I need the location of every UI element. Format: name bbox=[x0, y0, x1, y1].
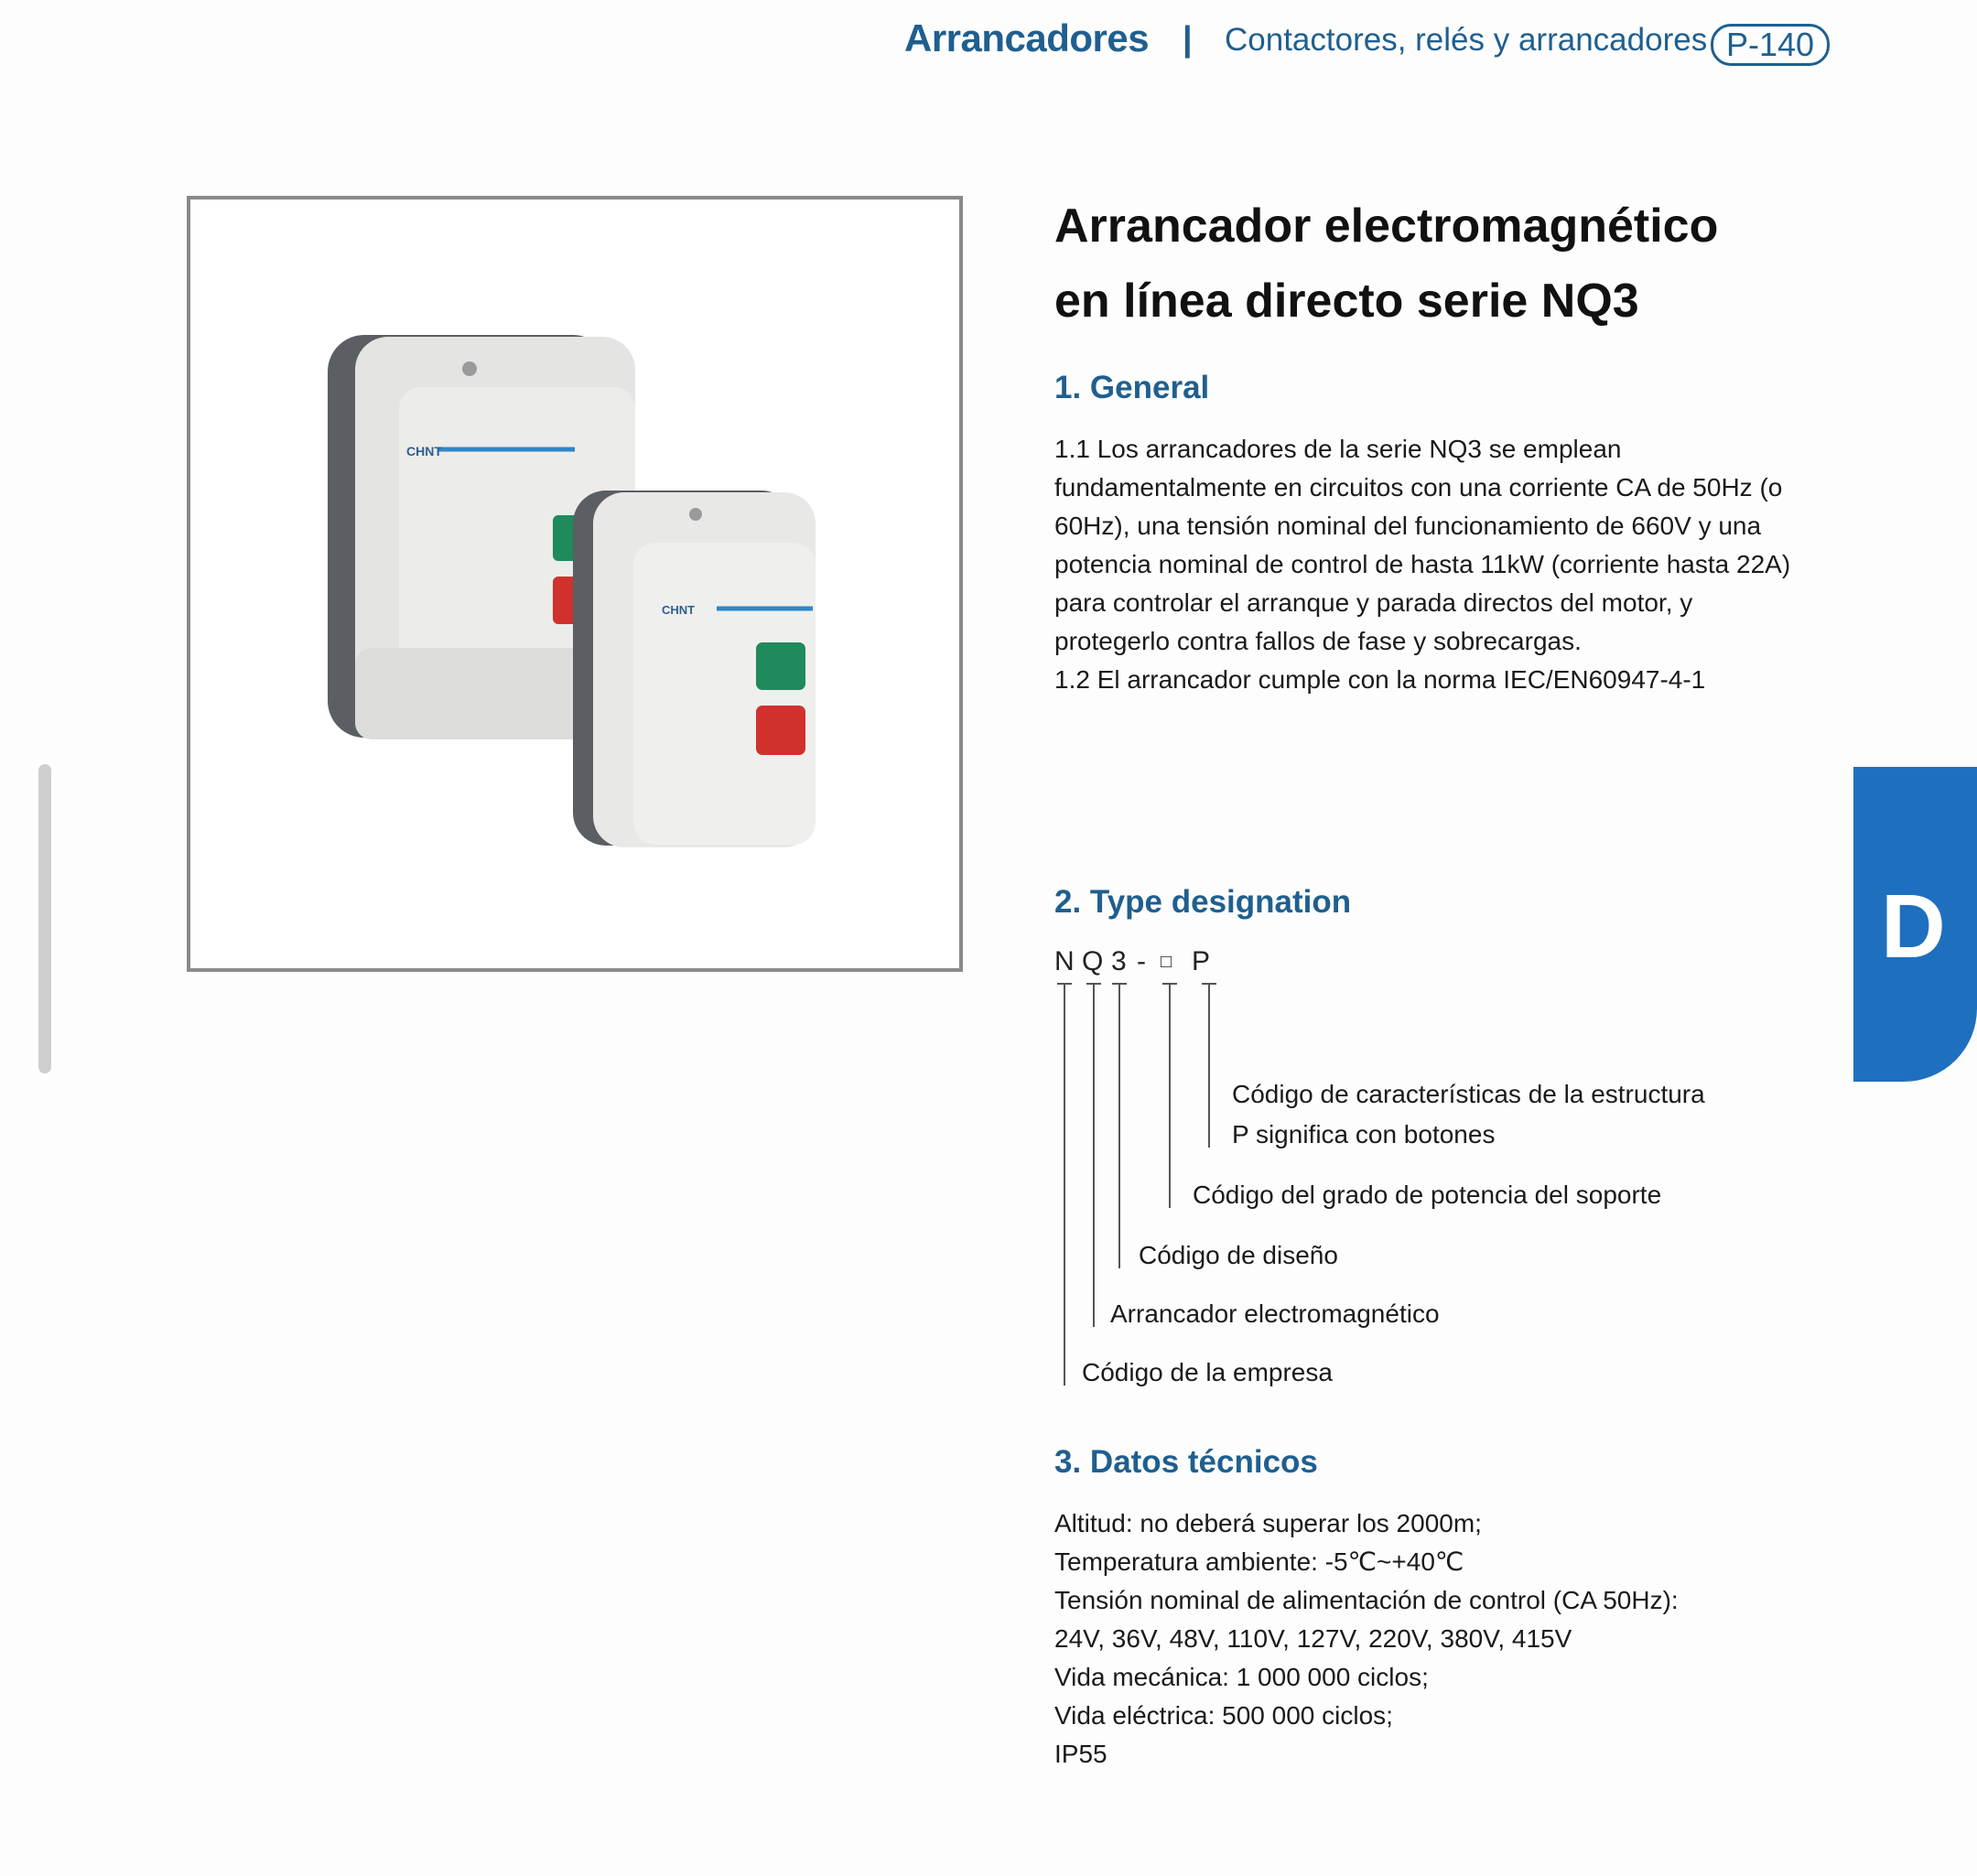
general-text bbox=[1054, 430, 1878, 699]
line-starter bbox=[1093, 983, 1095, 1327]
scrollbar-thumb[interactable] bbox=[38, 764, 51, 1073]
tech-line: IP55 bbox=[1054, 1740, 1107, 1768]
label-starter: Arrancador electromagnético bbox=[1110, 1299, 1440, 1328]
type-designation-heading: 2. Type designation bbox=[1054, 884, 1352, 920]
large-starter-brand: CHNT bbox=[406, 444, 442, 458]
title-line-2: en línea directo serie NQ3 bbox=[1054, 275, 1639, 328]
general-heading: 1. General bbox=[1054, 370, 1210, 405]
tech-line: Tensión nominal de alimentación de control (CA 50Hz): bbox=[1054, 1586, 1679, 1614]
code-char-dash: - bbox=[1137, 946, 1146, 976]
code-char-3: 3 bbox=[1111, 946, 1127, 976]
header-subtitle: Contactores, relés y arrancadores bbox=[1225, 22, 1708, 58]
tech-line: Vida mecánica: 1 000 000 ciclos; bbox=[1054, 1663, 1429, 1691]
title-line-1: Arrancador electromagnético bbox=[1054, 199, 1719, 253]
general-line: 1.2 El arrancador cumple con la norma IEC/EN60947-4-1 bbox=[1054, 665, 1706, 694]
label-design-code: Código de diseño bbox=[1139, 1241, 1338, 1269]
section-tab[interactable] bbox=[1853, 767, 1977, 1082]
code-char-box: □ bbox=[1161, 952, 1172, 972]
code-char-n: N bbox=[1054, 946, 1075, 976]
tech-line: Temperatura ambiente: -5℃~+40℃ bbox=[1054, 1547, 1464, 1576]
general-line: para controlar el arranque y parada directos del motor, y bbox=[1054, 588, 1693, 617]
general-line: 1.1 Los arrancadores de la serie NQ3 se emplean bbox=[1054, 435, 1622, 463]
tech-data-text bbox=[1054, 1504, 1878, 1774]
page-title bbox=[1054, 189, 1878, 339]
tech-line: 24V, 36V, 48V, 110V, 127V, 220V, 380V, 415V bbox=[1054, 1624, 1572, 1653]
stop-button-red bbox=[756, 706, 805, 755]
header-title: Arrancadores bbox=[904, 16, 1150, 59]
general-line: 60Hz), una tensión nominal del funcionamiento de 660V y una bbox=[1054, 512, 1762, 540]
label-company-code: Código de la empresa bbox=[1082, 1358, 1333, 1386]
code-char-q: Q bbox=[1082, 946, 1104, 976]
line-structure-code bbox=[1208, 983, 1210, 1148]
line-design-code bbox=[1118, 983, 1120, 1268]
page-number-badge: P-140 bbox=[1711, 24, 1830, 66]
start-button-green bbox=[756, 642, 805, 690]
general-line: fundamentalmente en circuitos con una corriente CA de 50Hz (o bbox=[1054, 473, 1783, 501]
header-separator: | bbox=[1183, 20, 1193, 59]
small-starter-brand: CHNT bbox=[662, 603, 696, 617]
tech-line: Vida eléctrica: 500 000 ciclos; bbox=[1054, 1701, 1393, 1730]
general-line: protegerlo contra fallos de fase y sobrecargas. bbox=[1054, 627, 1582, 655]
line-power-grade bbox=[1169, 983, 1171, 1208]
general-line: potencia nominal de control de hasta 11kW (corriente hasta 22A) bbox=[1054, 550, 1791, 578]
tech-data-heading: 3. Datos técnicos bbox=[1054, 1444, 1318, 1480]
code-char-p: P bbox=[1192, 946, 1211, 976]
label-p-buttons: P significa con botones bbox=[1232, 1120, 1496, 1148]
label-power-grade: Código del grado de potencia del soporte bbox=[1193, 1181, 1662, 1209]
line-company-code bbox=[1064, 983, 1065, 1385]
section-tab-letter: D bbox=[1881, 876, 1946, 976]
product-image bbox=[187, 196, 963, 972]
tech-line: Altitud: no deberá superar los 2000m; bbox=[1054, 1509, 1482, 1537]
starter-illustration bbox=[190, 199, 959, 968]
label-structure-code: Código de características de la estructura bbox=[1232, 1080, 1705, 1108]
